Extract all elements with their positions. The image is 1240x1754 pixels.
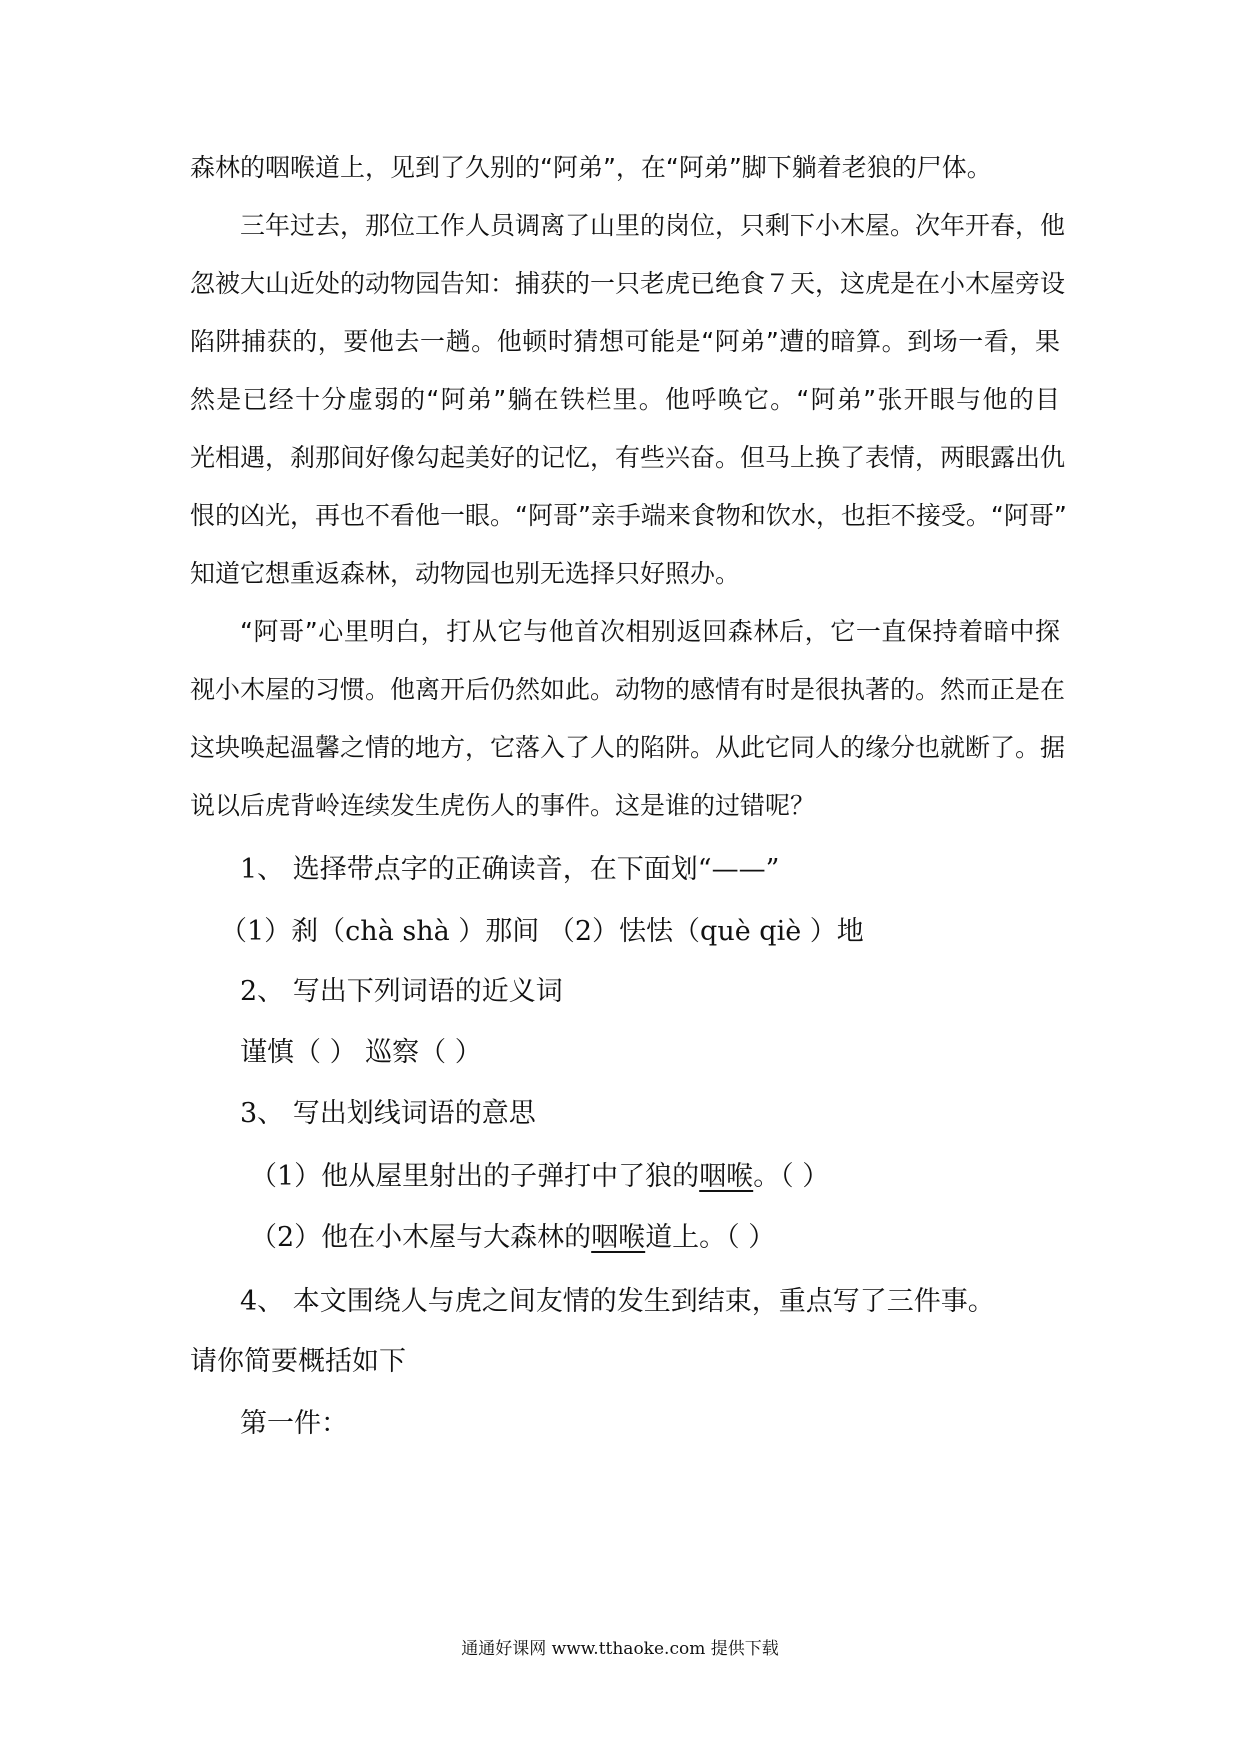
page-footer: 通通好课网 www.tthaoke.com 提供下载 (461, 1639, 779, 1659)
passage-line-5: 然是已经十分虚弱的“阿弟”躺在铁栏里。他呼唤它。“阿弟”张开眼与他的目 (190, 385, 1060, 414)
question-2-blanks: 谨慎（ ） 巡察（ ） (240, 1037, 482, 1068)
question-3-item-1-after: 。（ ） (753, 1161, 830, 1192)
question-1-options: （1）刹（chà shà ）那间 （2）怯怯（què qiè ）地 (220, 916, 864, 947)
question-3-item-2 (250, 1218, 775, 1258)
question-3-item-1-underlined: 咽喉 (699, 1161, 754, 1192)
question-3-item-1-before: （1）他从屋里射出的子弹打中了狼的 (250, 1161, 700, 1192)
passage-line-10: 视小木屋的习惯。他离开后仍然如此。动物的感情有时是很执著的。然而正是在 (190, 675, 1066, 704)
question-2-title: 2、 写出下列词语的近义词 (240, 976, 563, 1007)
passage-line-3: 忽被大山近处的动物园告知：捕获的一只老虎已绝食７天，这虎是在小木屋旁设 (190, 269, 1066, 298)
passage-line-4: 陷阱捕获的，要他去一趟。他顿时猜想可能是“阿弟”遭的暗算。到场一看，果 (190, 327, 1060, 356)
question-1-title: 1、 选择带点字的正确读音，在下面划“——” (240, 854, 780, 885)
question-4-continuation: 请你简要概括如下 (190, 1346, 406, 1377)
passage-line-6: 光相遇，刹那间好像勾起美好的记忆，有些兴奋。但马上换了表情，两眼露出仇 (190, 443, 1066, 472)
passage-line-1: 森林的咽喉道上，见到了久别的“阿弟”，在“阿弟”脚下躺着老狼的尸体。 (190, 153, 992, 182)
question-3-item-1 (250, 1157, 829, 1197)
question-4-first-item: 第一件： (240, 1408, 348, 1439)
question-3-title: 3、 写出划线词语的意思 (240, 1098, 536, 1129)
passage-line-8: 知道它想重返森林，动物园也别无选择只好照办。 (190, 559, 741, 588)
passage-line-9: “阿哥”心里明白，打从它与他首次相别返回森林后，它一直保持着暗中探 (240, 617, 1060, 646)
question-3-item-2-after: 道上。（ ） (645, 1222, 776, 1253)
question-3-item-2-underlined: 咽喉 (591, 1222, 646, 1253)
passage-line-12: 说以后虎背岭连续发生虎伤人的事件。这是谁的过错呢？ (190, 791, 816, 820)
question-4-title: 4、 本文围绕人与虎之间友情的发生到结束，重点写了三件事。 (240, 1286, 995, 1317)
passage-line-11: 这块唤起温馨之情的地方，它落入了人的陷阱。从此它同人的缘分也就断了。据 (190, 733, 1066, 762)
question-3-item-2-before: （2）他在小木屋与大森林的 (250, 1222, 592, 1253)
passage-line-2: 三年过去，那位工作人员调离了山里的岗位，只剩下小木屋。次年开春，他 (240, 211, 1066, 240)
passage-line-7: 恨的凶光，再也不看他一眼。“阿哥”亲手端来食物和饮水，也拒不接受。“阿哥” (190, 501, 1067, 530)
